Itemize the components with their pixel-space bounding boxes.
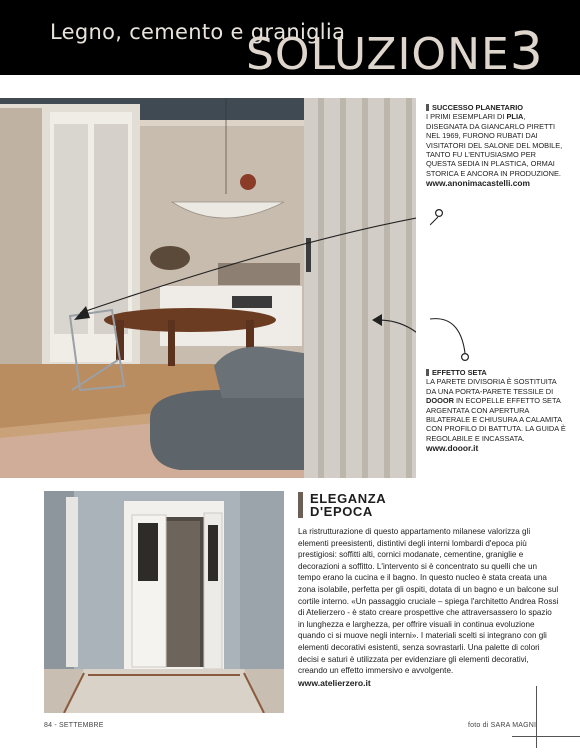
caption-url-link[interactable]: www.anonimacastelli.com — [426, 178, 530, 189]
article-eleganza-depoca — [298, 492, 560, 689]
caption-text: LA PARETE DIVISORIA È SOSTITUITA DA UNA PORTA-PARETE TESSILE DI — [426, 377, 557, 396]
soluzione-word: SOLUZIONE — [246, 29, 510, 75]
caption-heading: SUCCESSO PLANETARIO — [426, 103, 566, 112]
crop-mark-horizontal — [512, 736, 580, 737]
pointer-markers — [430, 205, 480, 375]
crop-mark-vertical — [536, 686, 537, 748]
caption-successo-planetario — [426, 103, 566, 189]
header-bar — [0, 0, 580, 75]
hallway-illustration — [44, 491, 284, 713]
section-title: Legno, cemento e graniglia — [50, 20, 346, 44]
article-heading — [298, 492, 560, 518]
caption-text-rest: IN ECOPELLE EFFETTO SETA ARGENTATA CON APERTURA BILATERALE E CHIUSURA A CALAMITA CON PROFILO DI BATTUTA. LA GUIDA È REGOLABILE E INCASSATA. — [426, 396, 566, 443]
hallway-photo — [44, 491, 284, 713]
caption-heading: EFFETTO SETA — [426, 368, 566, 377]
caption-url-link[interactable]: www.dooor.it — [426, 443, 479, 454]
soluzione-number: 3 — [509, 22, 544, 75]
article-heading-line1: ELEGANZA — [310, 491, 387, 506]
dining-room-illustration — [0, 98, 416, 478]
caption-effetto-seta — [426, 368, 566, 454]
caption-brand: DOOOR — [426, 396, 454, 406]
caption-text: I PRIMI ESEMPLARI DI — [426, 112, 507, 122]
soluzione-label — [246, 22, 544, 75]
page-number: 84 - SETTEMBRE — [44, 722, 104, 729]
caption-text-rest: , DISEGNATA DA GIANCARLO PIRETTI NEL 1969, FURONO RUBATI DAI VISITATORI DEL SALONE DEL MOBILE, TANTO FU L'ENTUSIASMO PER QUESTA SEDIA IN PLASTICA, ORMAI STORICA E ANCORA IN PRODUZIONE. — [426, 112, 563, 178]
article-url-link[interactable]: www.atelierzero.it — [298, 677, 371, 688]
article-text: La ristrutturazione di questo appartamento milanese valorizza gli elementi preesistenti, distintivi degli interni lombardi d'epoca più prestigiosi: soffitti alti, cornici modanate, cementine, graniglie e decorazioni a soffitto. L'intervento si è concentrato su quelli che un tempo erano la cucina e il bagno. In questo nucleo è stata creata una zona isolabile, perfetta per gli ospiti, dotata di un bagno e un balcone sul cortile interno. «Un passaggio cruciale – spiega l'architetto Andrea Rossi di Atelierzero - è stato creare prospettive che attraversassero lo spazio in lunghezza e larghezza, per offrire visuali in continua evoluzione quando ci si muove negli interni». I materiali scelti si integrano con gli elementi decorativi esistenti, senza sovrastarli. Una palette di colori decisi e saturi è utilizzata per evidenziare gli elementi decorativi, creando un effetto immersivo e avvolgente. — [298, 527, 559, 676]
caption-brand: PLIA — [506, 112, 524, 122]
article-body — [298, 526, 560, 689]
photo-credit: foto di SARA MAGNI — [468, 722, 537, 729]
article-heading-line2: D'EPOCA — [310, 504, 373, 519]
dining-room-photo — [0, 98, 416, 478]
